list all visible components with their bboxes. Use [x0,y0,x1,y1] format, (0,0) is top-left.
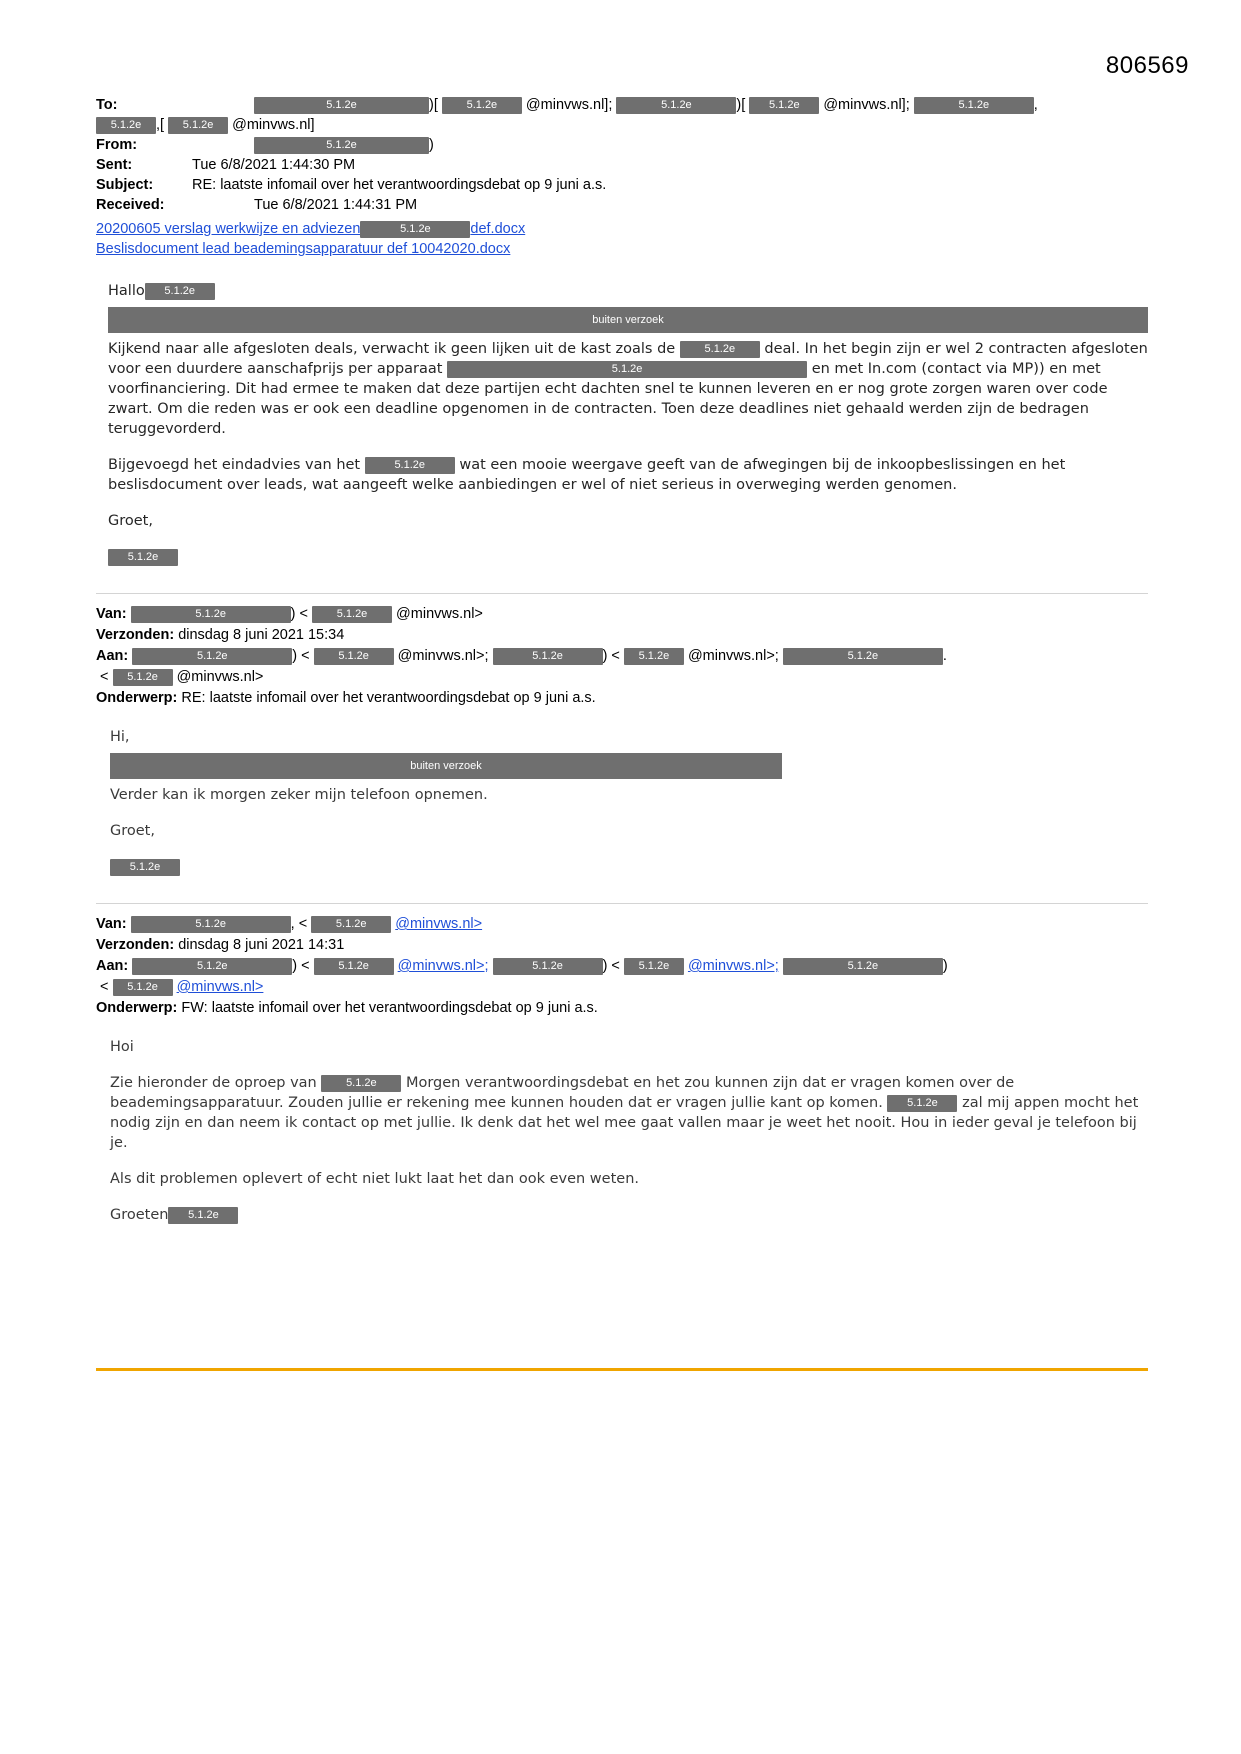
domain-text: @minvws.nl>; [397,648,489,664]
email-link[interactable]: @minvws.nl>; [687,958,779,974]
email-body [96,281,1148,567]
redaction-box: 5.1.2e [113,979,173,996]
redaction-box: 5.1.2e [680,341,760,358]
quoted-header-1 [96,604,1148,709]
redaction-box: 5.1.2e [108,549,178,566]
onderwerp-label: Onderwerp: [96,1000,178,1016]
to-label: To: [96,97,118,113]
redaction-box: 5.1.2e [254,97,429,114]
redaction-box: 5.1.2e [493,958,603,975]
from-value: 5.1.2e ) [192,136,1148,155]
verzonden-label: Verzonden: [96,937,175,953]
onderwerp-value: RE: laatste infomail over het verantwoordingsdebat op 9 juni a.s. [181,690,596,706]
van-label: Van: [96,606,127,622]
redaction-box: 5.1.2e [783,648,943,665]
redaction-box: 5.1.2e [493,648,603,665]
redaction-box: 5.1.2e [113,669,173,686]
sent-value: Tue 6/8/2021 1:44:30 PM [192,157,356,173]
header-row-subject [96,176,1148,195]
email-link[interactable]: @minvws.nl> [176,979,264,995]
header-row-to [96,96,1148,115]
document-number: 806569 [1105,52,1189,79]
quote1-row-aan-cont: < 5.1.2e @minvws.nl> [96,669,264,685]
quote2-closing [110,1205,1148,1225]
quote1-greeting: Hi, [110,729,130,745]
domain-text: @minvws.nl] [232,117,315,133]
redaction-box: 5.1.2e [168,117,228,134]
body-paragraph-1 [108,339,1148,439]
redaction-box: 5.1.2e [365,457,455,474]
quote-divider-2 [96,903,1148,904]
received-label: Received: [96,197,165,213]
paragraph-text-a: Zie hieronder de oproep van [110,1075,317,1091]
subject-label: Subject: [96,177,154,193]
email-link[interactable]: @minvws.nl>; [397,958,489,974]
verzonden-value: dinsdag 8 juni 2021 14:31 [178,937,345,953]
email-header [96,96,1148,259]
body-paragraph-2 [108,455,1148,495]
redaction-box: 5.1.2e [314,958,394,975]
redaction-box: 5.1.2e [749,97,819,114]
greeting-text: Hallo [108,283,145,299]
domain-text: @minvws.nl] [525,97,609,113]
footer-rule [96,1368,1148,1371]
aan-label: Aan: [96,958,129,974]
redaction-box: 5.1.2e [145,283,215,300]
redaction-box: 5.1.2e [616,97,736,114]
paragraph-text-b: Morgen verantwoordingsdebat en het zou kunnen zijn dat er vragen komen over de beademingsapparatuur. Zouden jullie er rekening mee kunnen houden dat er vragen jullie kant op komen. [110,1075,1015,1111]
redaction-box: 5.1.2e [110,859,180,876]
onderwerp-value: FW: laatste infomail over het verantwoordingsdebat op 9 juni a.s. [181,1000,598,1016]
from-label: From: [96,137,138,153]
email-link[interactable]: @minvws.nl> [395,916,483,932]
redaction-box: 5.1.2e [624,648,684,665]
header-row-sent [96,156,1148,175]
header-row-from [96,136,1148,155]
redaction-box: 5.1.2e [312,606,392,623]
attachment-link-1[interactable] [96,219,1148,239]
redaction-box: 5.1.2e [96,117,156,134]
closing-text: Groeten [110,1207,169,1223]
redaction-box: 5.1.2e [914,97,1034,114]
redaction-box: 5.1.2e [132,958,292,975]
attachment-list [96,219,1148,259]
domain-text: @minvws.nl> [176,669,264,685]
quote2-paragraph-2: Als dit problemen oplevert of echt niet lukt laat het dan ook even weten. [110,1171,639,1187]
paragraph-text-b: deal. In het begin zijn er wel 2 contracten afgesloten voor een duurdere aanschafprijs per apparaat [108,341,1148,377]
to-value: 5.1.2e )[ 5.1.2e @minvws.nl]; 5.1.2e )[ 5.1.2e @minvws.nl]; 5.1.2e , [192,96,1148,115]
quote1-row-aan: Aan: 5.1.2e ) < 5.1.2e @minvws.nl>; 5.1.2e ) < 5.1.2e @minvws.nl>; 5.1.2e . [96,648,947,664]
attachment-name-pre: 20200605 verslag werkwijze en adviezen [96,221,361,237]
quote2-row-onderwerp [96,998,1148,1019]
body-signature [108,547,1148,567]
quote1-row-onderwerp [96,688,1148,709]
verzonden-label: Verzonden: [96,627,175,643]
redaction-box: 5.1.2e [321,1075,401,1092]
quote1-row-verzonden [96,625,1148,646]
greeting-line [108,281,1148,301]
received-value [192,196,1148,215]
quote2-greeting: Hoi [110,1039,134,1055]
redaction-box: 5.1.2e [132,648,292,665]
redaction-box: 5.1.2e [131,916,291,933]
attachment-name-post: def.docx [470,221,526,237]
paragraph-text-a: Kijkend naar alle afgesloten deals, verwacht ik geen lijken uit de kast zoals de [108,341,676,357]
redaction-box: 5.1.2e [783,958,943,975]
redaction-box: 5.1.2e [442,97,522,114]
email-content [96,96,1148,1241]
redaction-box: 5.1.2e [311,916,391,933]
sent-label: Sent: [96,157,133,173]
verzonden-value: dinsdag 8 juni 2021 15:34 [178,627,345,643]
domain-text: @minvws.nl> [396,606,483,622]
quote1-row-van: Van: 5.1.2e ) < 5.1.2e @minvws.nl> [96,606,483,622]
paragraph-text-b: wat een mooie weergave geeft van de afwegingen bij de inkoopbeslissingen en het beslisdocument over leads, wat aangeeft welke aanbiedingen er wel of niet serieus in overweging werden genomen. [108,457,1066,493]
quote-divider-1 [96,593,1148,594]
quote2-row-aan-cont: < 5.1.2e @minvws.nl> [96,979,264,995]
quote1-signature [110,857,1148,877]
quoted-body-2 [96,1037,1148,1225]
quote2-row-verzonden [96,935,1148,956]
header-row-received [96,196,1148,215]
redaction-box: 5.1.2e [887,1095,957,1112]
wide-redaction-bar: buiten verzoek [110,753,782,779]
onderwerp-label: Onderwerp: [96,690,178,706]
body-closing: Groet, [108,513,153,529]
aan-label: Aan: [96,648,129,664]
van-label: Van: [96,916,127,932]
paragraph-text-c: zal mij appen mocht het nodig zijn en dan neem ik contact op met jullie. Ik denk dat het wel mee gaat vallen maar je weet het nooit. Hou in ieder geval je telefoon bij je. [110,1095,1139,1151]
header-row-to-cont [96,116,1148,135]
redaction-box: 5.1.2e [624,958,684,975]
quoted-header-2 [96,914,1148,1019]
redaction-box: 5.1.2e [314,648,394,665]
quote1-closing: Groet, [110,823,155,839]
quoted-body-1 [96,727,1148,877]
subject-value: RE: laatste infomail over het verantwoordingsdebat op 9 juni a.s. [192,177,607,193]
domain-text: @minvws.nl>; [687,648,779,664]
to-value-continued: 5.1.2e ,[ 5.1.2e @minvws.nl] [96,116,1148,135]
redaction-box: 5.1.2e [168,1207,238,1224]
quote2-row-van: Van: 5.1.2e , < 5.1.2e @minvws.nl> [96,916,483,932]
redaction-box: 5.1.2e [254,137,429,154]
redaction-box: 5.1.2e [447,361,807,378]
redaction-box: 5.1.2e [131,606,291,623]
redaction-box: 5.1.2e [360,221,470,238]
quote2-row-aan: Aan: 5.1.2e ) < 5.1.2e @minvws.nl>; 5.1.2e ) < 5.1.2e @minvws.nl>; 5.1.2e ) [96,958,948,974]
attachment-link-2[interactable]: Beslisdocument lead beademingsapparatuur def 10042020.docx [96,241,511,257]
quote2-paragraph-1 [110,1073,1148,1153]
received-text: Tue 6/8/2021 1:44:31 PM [254,197,418,213]
wide-redaction-bar: buiten verzoek [108,307,1148,333]
paragraph-text-c: en met In.com (contact via MP)) en met voorfinanciering. Dit had ermee te maken dat deze partijen echt dachten snel te kunnen leveren en er nog grote zorgen waren over code zwart. Om die reden was er ook een deadline opgenomen in de contracten. Toen deze deadlines niet gehaald werden zijn de bedragen teruggevorderd. [108,361,1108,437]
quote1-line1: Verder kan ik morgen zeker mijn telefoon opnemen. [110,787,488,803]
paragraph-text-a: Bijgevoegd het eindadvies van het [108,457,361,473]
domain-text: @minvws.nl] [823,97,906,113]
